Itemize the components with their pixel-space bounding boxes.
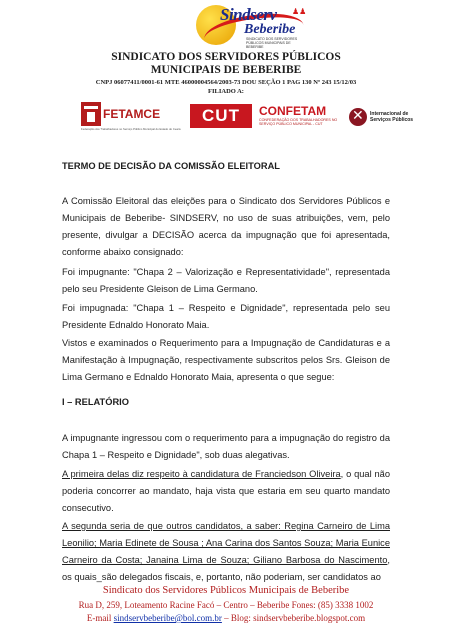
document-heading: TERMO DE DECISÃO DA COMISSÃO ELEITORAL bbox=[62, 161, 280, 171]
footer-blog: – Blog: sindservbeberibe.blogspot.com bbox=[221, 613, 366, 623]
footer-org-name: Sindicato dos Servidores Públicos Municipais de Beberibe bbox=[102, 585, 350, 596]
primeira-alegacao-underlined: A primeira delas diz respeito à candidatura de Franciedson Oliveira bbox=[62, 469, 341, 479]
isp-logo-icon bbox=[349, 108, 367, 126]
logo-name-line1: Sindserv bbox=[220, 5, 277, 24]
cut-logo: CUT bbox=[190, 104, 252, 128]
header-line2: MUNICIPAIS DE BEBERIBE bbox=[150, 64, 302, 76]
isp-name-line2: Serviços Públicos bbox=[370, 117, 414, 123]
logo-subtitle: SINDICATO DOS SERVIDORES PÚBLICOS MUNICIPAIS DE BEBERIBE bbox=[246, 37, 298, 49]
primeira-alegacao-rest: , o qual não poderia concorrer ao mandato, haja vista que estaria em seu quarto mandato consecutivo. bbox=[62, 469, 390, 513]
footer-address: Rua D, 259, Loteamento Racine Facó – Centro – Beberibe Fones: (85) 3338 1002 bbox=[78, 600, 374, 610]
paragraph-segunda-alegacao bbox=[62, 518, 390, 586]
paragraph-primeira-alegacao bbox=[62, 466, 390, 517]
header-registry: CNPJ 06077411/0001-61 MTE 46000004564/2003-73 DOU SEÇÃO 1 PAG 130 Nº 243 15/12/03 bbox=[95, 79, 357, 86]
section-heading-relatorio: I – RELATÓRIO bbox=[62, 397, 129, 407]
footer-email-link[interactable]: sindservbeberibe@bol.com.br bbox=[113, 613, 222, 623]
segunda-alegacao-rest: , os quais_são delegados fiscais, e, portanto, não poderiam, ser candidatos ao bbox=[62, 555, 390, 582]
footer-contact bbox=[0, 613, 452, 623]
paragraph-intro: A Comissão Eleitoral das eleições para o Sindicato dos Servidores Públicos e Municipais de Beberibe- SINDSERV, no uso de suas atribuições, vem, pelo presente, divulgar a DECISÃO acerca da impugnação que foi apresentada, conforme abaixo consignado: bbox=[62, 196, 390, 257]
isp-name-line1: Internacional de bbox=[370, 111, 409, 117]
confetam-logo: CONFETAM bbox=[259, 104, 327, 118]
fetamce-building-icon bbox=[81, 102, 101, 126]
paragraph-requerimento: A impugnante ingressou com o requerimento para a impugnação do registro da Chapa 1 – Respeito e Dignidade", sob duas alegativas. bbox=[62, 433, 390, 460]
segunda-alegacao-underlined: A segunda seria de que outros candidatos, a saber: Regina Carneiro de Lima Leonilio; Maria Edinete de Sousa ; Ana Carina dos Santos Souza; Maria Eunice Carneiro da Costa; Janaina Lima de Souza; Giliano Barbosa do Nascimento bbox=[62, 521, 390, 565]
paragraph-impugnante: Foi impugnante: "Chapa 2 – Valorização e Representatividade", representada pelo seu Presidente Gleison de Lima Germano. bbox=[62, 267, 390, 294]
paragraph-vistos: Vistos e examinados o Requerimento para a Impugnação de Candidaturas e a Manifestação à Impugnação, respectivamente subscritos pelos Srs. Gleison de Lima Germano e Ednaldo Honorato Maia, apresenta o que segue: bbox=[62, 338, 390, 382]
fetamce-subtitle: Federação dos Trabalhadores no Serviço Público Municipal do Estado do Ceará bbox=[81, 127, 181, 131]
footer-email-label: E-mail bbox=[86, 613, 114, 623]
paragraph-impugnada: Foi impugnada: "Chapa 1 – Respeito e Dignidade", representada pelo seu Presidente Ednaldo Honorato Maia. bbox=[62, 303, 390, 330]
confetam-subtitle: CONFEDERAÇÃO DOS TRABALHADORES NO SERVIÇO PÚBLICO MUNICIPAL - CUT bbox=[259, 118, 338, 126]
header-line1: SINDICATO DOS SERVIDORES PÚBLICOS bbox=[111, 51, 341, 63]
logo-people-icon: ♟♟ bbox=[292, 7, 307, 16]
header-affiliated: FILIADO A: bbox=[208, 88, 244, 95]
isp-name bbox=[370, 111, 413, 123]
fetamce-logo: FETAMCE bbox=[103, 107, 161, 121]
sindserv-logo bbox=[196, 3, 312, 47]
logo-name-line2: Beberibe bbox=[244, 22, 296, 37]
